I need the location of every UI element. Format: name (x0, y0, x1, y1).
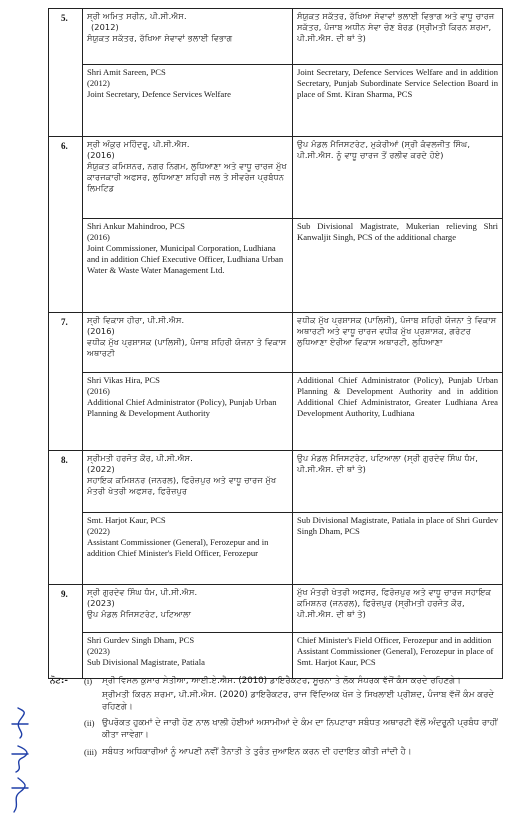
table-row (49, 451, 503, 513)
officer-designation-en: Assistant Commissioner (General), Ferozepur and in addition Chief Minister's Field Officer, Ferozepur (87, 537, 269, 558)
notes-section (50, 675, 506, 760)
officer-name-en: Shri Vikas Hira, PCS (87, 375, 160, 385)
note-number: (ii) (84, 718, 95, 728)
table-row (49, 373, 503, 451)
posting-cell-punjabi (293, 451, 503, 513)
officer-designation-en: Joint Secretary, Defence Services Welfare (87, 89, 231, 99)
officer-name-pa: ਸ੍ਰੀ ਅਮਿਤ ਸਰੀਨ, ਪੀ.ਸੀ.ਐਸ. (87, 11, 187, 21)
officer-designation-en: Sub Divisional Magistrate, Patiala (87, 657, 205, 667)
officer-cell-english (83, 633, 293, 679)
officer-batch-pa: (2023) (87, 598, 115, 608)
posting-cell-english (293, 513, 503, 585)
serial-number: 9. (61, 589, 68, 599)
note-number: (i) (84, 676, 93, 686)
note-text: ਸਬੰਧਤ ਅਧਿਕਾਰੀਆਂ ਨੂੰ ਆਪਣੀ ਨਵੀਂ ਤੈਨਾਤੀ ਤੇ ਤੁਰੰਤ ਜੁਆਇਨ ਕਰਨ ਦੀ ਹਦਾਇਤ ਕੀਤੀ ਜਾਂਦੀ ਹੈ। (102, 747, 412, 757)
note-text: ਉਪਰੋਕਤ ਹੁਕਮਾਂ ਦੇ ਜਾਰੀ ਹੋਣ ਨਾਲ ਖਾਲੀ ਹੋਈਆਂ ਅਸਾਮੀਆਂ ਦੇ ਕੰਮ ਦਾ ਨਿਪਟਾਰਾ ਸਬੰਧਤ ਅਥਾਰਟੀ ਵੱਲੋਂ ਅੰਦਰੂਨੀ ਪ੍ਰਬੰਧ ਰਾਹੀਂ ਕੀਤਾ ਜਾਵੇਗਾ। (102, 718, 498, 740)
posting-cell-english (293, 633, 503, 679)
posting-cell-punjabi (293, 585, 503, 633)
officer-name-en: Shri Amit Sareen, PCS (87, 67, 166, 77)
officer-designation-pa: ਸੰਯੁਕਤ ਕਮਿਸ਼ਨਰ, ਨਗਰ ਨਿਗਮ, ਲੁਧਿਆਣਾ ਅਤੇ ਵਾਧੂ ਚਾਰਜ ਮੁੱਖ ਕਾਰਜਕਾਰੀ ਅਫਸਰ, ਲੁਧਿਆਣਾ ਸ਼ਹਿਰੀ ਜਲ ਤੇ ਸੀਵਰੇਜ ਪ੍ਰਬੰਧਨ ਲਿਮਟਿਡ (87, 161, 287, 193)
officer-cell-english (83, 65, 293, 137)
officer-batch-pa: (2012) (91, 22, 119, 32)
officer-batch-pa: (2016) (87, 326, 115, 336)
officer-name-pa: ਸ੍ਰੀ ਗੁਰਦੇਵ ਸਿੰਘ ਧੰਮ, ਪੀ.ਸੀ.ਐਸ. (87, 587, 198, 597)
officer-designation-pa: ਸੰਯੁਕਤ ਸਕੱਤਰ, ਰੱਖਿਆ ਸੇਵਾਵਾਂ ਭਲਾਈ ਵਿਭਾਗ (87, 33, 233, 43)
table-row (49, 65, 503, 137)
officer-name-en: Shri Gurdev Singh Dham, PCS (87, 635, 195, 645)
posting-cell-english (293, 373, 503, 451)
serial-cell (49, 451, 83, 585)
table-row (49, 137, 503, 219)
table-row (49, 513, 503, 585)
officer-batch-en: (2023) (87, 646, 110, 656)
table-row (49, 9, 503, 65)
posting-pa: ਮੁੱਖ ਮੰਤਰੀ ਖੇਤਰੀ ਅਫਸਰ, ਫਿਰੋਜ਼ਪੁਰ ਅਤੇ ਵਾਧੂ ਚਾਰਜ ਸਹਾਇਕ ਕਮਿਸ਼ਨਰ (ਜਨਰਲ), ਫਿਰੋਜ਼ਪੁਰ (ਸ੍ਰੀਮਤੀ ਹਰਜੋਤ ਕੌਰ, ਪੀ.ਸੀ.ਐਸ. ਦੀ ਥਾਂ ਤੇ) (297, 587, 492, 619)
note-text: ਸ੍ਰੀ ਵਿਮਲ ਕੁਮਾਰ ਸੇਤੀਆ, ਆਈ.ਏ.ਐਸ. (2010) ਡਾਇਰੈਕਟਰ, ਸੂਚਨਾ ਤੇ ਲੋਕ ਸੰਪਰਕ ਵੱਜੋਂ ਕੰਮ ਕਰਦੇ ਰਹਿਣਗੇ। (102, 676, 461, 686)
note-subtext: ਸ਼੍ਰੀਮਤੀ ਕਿਰਨ ਸ਼ਰਮਾ, ਪੀ.ਸੀ.ਐਸ. (2020) ਡਾਇਰੈਕਟਰ, ਰਾਜ ਵਿੱਦਿਅਕ ਖੋਜ ਤੇ ਸਿਖਲਾਈ ਪ੍ਰੀਸ਼ਦ, ਪੰਜਾਬ ਵੱਜੋਂ ਕੰਮ ਕਰਦੇ ਰਹਿਣਗੇ। (102, 690, 495, 712)
officer-cell-punjabi (83, 9, 293, 65)
table-row (49, 585, 503, 633)
posting-en: Additional Chief Administrator (Policy), Punjab Urban Planning & Development Authority and in addition Additional Chief Administrator, Greater Ludhiana Area Development Authority, Ludhiana (297, 375, 498, 418)
posting-en: Sub Divisional Magistrate, Mukerian relieving Shri Kanwaljit Singh, PCS of the additional charge (297, 221, 498, 242)
postings-table (48, 8, 503, 679)
posting-cell-english (293, 219, 503, 313)
officer-name-pa: ਸ੍ਰੀਮਤੀ ਹਰਜੋਤ ਕੌਰ, ਪੀ.ਸੀ.ਐਸ. (87, 453, 193, 463)
officer-name-pa: ਸ੍ਰੀ ਵਿਕਾਸ ਹੀਰਾ, ਪੀ.ਸੀ.ਐਸ. (87, 315, 185, 325)
posting-pa: ਸੰਯੁਕਤ ਸਕੱਤਰ, ਰੱਖਿਆ ਸੇਵਾਵਾਂ ਭਲਾਈ ਵਿਭਾਗ ਅਤੇ ਵਾਧੂ ਚਾਰਜ ਸਕੱਤਰ, ਪੰਜਾਬ ਅਧੀਨ ਸੇਵਾ ਚੋਣ ਬੋਰਡ (ਸ੍ਰੀਮਤੀ ਕਿਰਨ ਸ਼ਰਮਾ, ਪੀ.ਸੀ.ਐਸ. ਦੀ ਥਾਂ ਤੇ) (297, 11, 495, 43)
serial-cell (49, 313, 83, 451)
serial-cell (49, 585, 83, 679)
officer-designation-pa: ਵਧੀਕ ਮੁੱਖ ਪ੍ਰਸ਼ਾਸਕ (ਪਾਲਿਸੀ), ਪੰਜਾਬ ਸ਼ਹਿਰੀ ਯੋਜਨਾ ਤੇ ਵਿਕਾਸ ਅਥਾਰਟੀ (87, 337, 287, 358)
note-number: (iii) (84, 747, 97, 757)
officer-cell-punjabi (83, 313, 293, 373)
posting-cell-punjabi (293, 313, 503, 373)
note-item (50, 746, 506, 758)
officer-designation-pa: ਉਪ ਮੰਡਲ ਮੈਜਿਸਟਰੇਟ, ਪਟਿਆਲਾ (87, 609, 192, 619)
officer-designation-en: Additional Chief Administrator (Policy), Punjab Urban Planning & Development Authority (87, 397, 277, 418)
note-item (50, 675, 506, 687)
officer-cell-english (83, 219, 293, 313)
posting-en: Sub Divisional Magistrate, Patiala in place of Shri Gurdev Singh Dham, PCS (297, 515, 498, 536)
posting-pa: ਉਪ ਮੰਡਲ ਮੈਜਿਸਟਰੇਟ, ਮੁਕੇਰੀਆਂ (ਸ੍ਰੀ ਕੰਵਲਜੀਤ ਸਿੰਘ, ਪੀ.ਸੀ.ਐਸ. ਨੂੰ ਵਾਧੂ ਚਾਰਜ ਤੋਂ ਰਲੀਵ ਕਰਦੇ ਹੋਏ) (297, 139, 471, 160)
officer-cell-english (83, 373, 293, 451)
serial-number: 7. (61, 317, 68, 327)
officer-batch-en: (2022) (87, 526, 110, 536)
officer-name-pa: ਸ੍ਰੀ ਅੰਕੁਰ ਮਹਿੰਦਰੂ, ਪੀ.ਸੀ.ਐਸ. (87, 139, 190, 149)
table-row (49, 219, 503, 313)
officer-batch-pa: (2016) (87, 150, 115, 160)
officer-cell-punjabi (83, 585, 293, 633)
officer-cell-punjabi (83, 451, 293, 513)
posting-cell-punjabi (293, 137, 503, 219)
notes-label: ਨੋਟ:- (50, 676, 68, 686)
officer-batch-pa: (2022) (87, 464, 115, 474)
officer-batch-en: (2016) (87, 386, 110, 396)
posting-cell-punjabi (293, 9, 503, 65)
table-row (49, 633, 503, 679)
posting-en: Joint Secretary, Defence Services Welfare and in addition Secretary, Punjab Subordinate Service Selection Board in place of Smt. Kiran Sharma, PCS (297, 67, 498, 99)
officer-cell-english (83, 513, 293, 585)
posting-cell-english (293, 65, 503, 137)
posting-pa: ਉਪ ਮੰਡਲ ਮੈਜਿਸਟਰੇਟ, ਪਟਿਆਲਾ (ਸ੍ਰੀ ਗੁਰਦੇਵ ਸਿੰਘ ਧੰਮ, ਪੀ.ਸੀ.ਐਸ. ਦੀ ਥਾਂ ਤੇ) (297, 453, 478, 474)
officer-name-en: Shri Ankur Mahindroo, PCS (87, 221, 185, 231)
serial-cell (49, 137, 83, 313)
serial-number: 6. (61, 141, 68, 151)
officer-batch-en: (2016) (87, 232, 110, 242)
serial-cell (49, 9, 83, 137)
officer-batch-en: (2012) (87, 78, 110, 88)
table-row (49, 313, 503, 373)
officer-designation-en: Joint Commissioner, Municipal Corporation, Ludhiana and in addition Chief Executive Officer, Ludhiana Urban Water & Waste Water Management Ltd. (87, 243, 284, 275)
posting-pa: ਵਧੀਕ ਮੁੱਖ ਪ੍ਰਸ਼ਾਸਕ (ਪਾਲਿਸੀ), ਪੰਜਾਬ ਸ਼ਹਿਰੀ ਯੋਜਨਾ ਤੇ ਵਿਕਾਸ ਅਥਾਰਟੀ ਅਤੇ ਵਾਧੂ ਚਾਰਜ ਵਧੀਕ ਮੁੱਖ ਪ੍ਰਸ਼ਾਸਕ, ਗਰੇਟਰ ਲੁਧਿਆਣਾ ਏਰੀਆ ਵਿਕਾਸ ਅਥਾਰਟੀ, ਲੁਧਿਆਣਾ (297, 315, 497, 347)
posting-en: Chief Minister's Field Officer, Ferozepur and in addition Assistant Commissioner (General), Ferozepur in place of Smt. Harjot Kaur, PCS (297, 635, 494, 667)
serial-number: 5. (61, 13, 68, 23)
note-item (50, 717, 506, 741)
serial-number: 8. (61, 455, 68, 465)
officer-cell-punjabi (83, 137, 293, 219)
officer-name-en: Smt. Harjot Kaur, PCS (87, 515, 166, 525)
officer-designation-pa: ਸਹਾਇਕ ਕਮਿਸ਼ਨਰ (ਜਨਰਲ), ਫਿਰੋਜ਼ਪੁਰ ਅਤੇ ਵਾਧੂ ਚਾਰਜ ਮੁੱਖ ਮੰਤਰੀ ਖੇਤਰੀ ਅਫਸਰ, ਫਿਰੋਜ਼ਪੁਰ (87, 475, 277, 496)
handwritten-signature (6, 700, 34, 820)
